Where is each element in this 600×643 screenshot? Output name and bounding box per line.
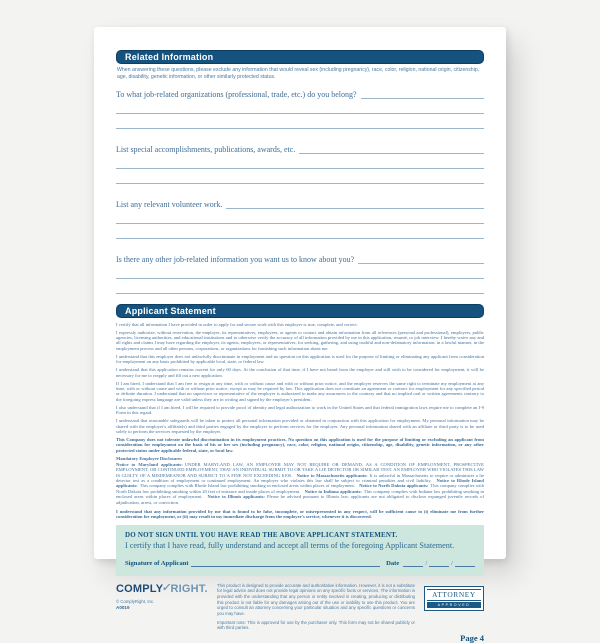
application-form-page — [94, 27, 506, 643]
answer-line[interactable] — [299, 143, 484, 154]
notice-text-indiana: This company complies with Indiana law prohibiting smoking in enclosed areas within places of employment. — [116, 488, 484, 500]
statement-paragraph: I understand that this application remains current for only 60 days. At the conclusion of that time, if I have not heard from the employer and still wish to be considered for employment, it will be necessary for me to reapply and fill out a new application. — [116, 367, 484, 378]
question-block-organizations — [116, 86, 484, 129]
signature-label: Signature of Applicant — [125, 559, 189, 567]
answer-line[interactable] — [226, 198, 484, 209]
false-information-warning: I understand that any information provided by me that is found to be false, incomplete, or misrepresented in any respect, will be sufficient cause to (i) eliminate me from further consideration for employment, or (ii) may result in my immediate discharge from the employer's service, whenever it is discovered. — [116, 508, 484, 520]
answer-line[interactable] — [116, 224, 484, 239]
answer-line[interactable] — [116, 99, 484, 114]
related-information-instruction: When answering these questions, please exclude any information that would reveal sex (including pregnancy), race, color, religion, national origin, citizenship, age, disability, genetic information, or other similarly protected status. — [117, 67, 480, 80]
complyright-logo-block — [116, 583, 208, 610]
checkmark-icon: ✓ — [161, 581, 173, 594]
date-year-line[interactable] — [455, 558, 475, 567]
notice-text-illinois: Please be advised pursuant to Illinois law, applicants are not obligated to disclose expunged juvenile records of adjudication, arrest, or conviction. — [116, 494, 485, 505]
date-label: Date — [386, 559, 400, 567]
date-separator: / — [451, 559, 453, 567]
section-title: Applicant Statement — [125, 305, 216, 316]
question-label: Is there any other job-related information you want us to know about you? — [116, 254, 355, 264]
applicant-statement-body — [116, 322, 484, 520]
question-block-accomplishments — [116, 141, 484, 184]
answer-line[interactable] — [116, 279, 484, 294]
statement-paragraph: I expressly authorize, without reservation, the employer, its representatives, employees, or agents to contact and obtain information from all references (personal and professional), employers, public agencies, licensing authorities, and educational institutions and to otherwise verify the accuracy of all information provided by me in this application, resumé, or job interview. I hereby waive any and all rights and claims I may have regarding the employer, its agents, employees, or representatives, for seeking, gathering, and using truthful and non-defamatory information, in a lawful manner, in the employment process and all other persons, corporations, or organizations for furnishing such information about me. — [116, 329, 484, 351]
notice-text-rhode-island: This company complies with Rhode Island law prohibiting smoking in enclosed areas within places of employment. — [139, 483, 355, 489]
section-title: Related Information — [125, 52, 214, 62]
company-policy-paragraph: This Company does not tolerate unlawful discrimination in its employment practices. No question on this application is used for the purpose of limiting or excluding an applicant from consideration for employment on the basis of his or her sex (including pregnancy), race, color, religion, national origin, citizenship, age, disability, genetic information, or any other protected status under applicable federal, state, or local law. — [116, 436, 484, 453]
statement-paragraph: I understand that this employer does not unlawfully discriminate in employment and no question on this application is used for the purpose of limiting or eliminating any applicant from consideration for employment on any basis prohibited by applicable local, state, or federal law. — [116, 353, 484, 365]
notice-text-north-dakota: This company complies with North Dakota law prohibiting smoking within 20 feet of entrance and inside places of employment. — [116, 483, 484, 494]
date-separator: / — [425, 559, 428, 567]
question-block-volunteer-work — [116, 196, 484, 239]
notice-text-massachusetts: It is unlawful in Massachusetts to require or administer a lie detector test as a condition of employment or continued employment. An employer who violates this law shall be subject to criminal penalties and civil liability. — [116, 472, 485, 483]
question-label: To what job-related organizations (professional, trade, etc.) do you belong? — [116, 89, 357, 99]
question-label: List any relevant volunteer work. — [116, 199, 223, 209]
answer-line[interactable] — [361, 88, 484, 99]
answer-line[interactable] — [116, 209, 484, 224]
answer-line[interactable] — [116, 114, 484, 129]
copyright-text: © ComplyRight, Inc. — [116, 598, 155, 604]
notice-label-massachusetts: Notice to Massachusetts applicants: — [296, 472, 368, 478]
mandatory-disclosures-heading: Mandatory Employee Disclosures — [116, 455, 183, 461]
badge-approved-text: APPROVED — [427, 602, 481, 609]
statement-paragraph: I understand that reasonable safeguards will be taken to protect all personal information provided or obtained in conjunction with this application for employment. My personal information may be shared with the employer's affiliate(s) and third parties engaged by the employer to perform services for the employer. Any personal information shared with an affiliate or third party is to be used solely to perform the services requested by the employer. — [116, 418, 484, 434]
legal-disclaimer: This product is designed to provide accurate and authoritative information. However, it is not a substitute for legal advice and does not provide legal opinions on any specific facts or services. The information is provided with the understanding that any person or entity involved in creating, producing or distributing this product is not liable for any damages arising out of the use or inability to use this product. You are urged to consult an attorney concerning your particular situation and any specific questions or concerns you may have. — [217, 582, 416, 617]
statement-paragraph: If I am hired, I understand that I am free to resign at any time, with or without cause and with or without prior notice, and the employer reserves the same right to terminate my employment at any time, with or without cause and with or without prior notice, except as may be required by law. This application does not constitute an agreement or contract for employment for any specified period or definite duration. I understand that no supervisor or representative of the employer is authorized to make any assurances to the contrary and that no implied oral or written agreements contrary to the foregoing express language are valid unless they are in writing and signed by the employer's president. — [116, 380, 484, 402]
applicant-statement-header — [116, 304, 484, 318]
notice-text-maryland: UNDER MARYLAND LAW, AN EMPLOYER MAY NOT REQUIRE OR DEMAND, AS A CONDITION OF EMPLOYMENT, PROSPECTIVE EMPLOYMENT, OR CONTINUED EMPLOYMENT, THAT AN INDIVIDUAL SUBMIT TO OR TAKE A LIE DETECTOR OR SIMILAR TEST. AN EMPLOYER WHO VIOLATES THIS LAW IS GUILTY OF A MISDEMEANOR AND SUBJECT TO A FINE NOT EXCEEDING $100. — [116, 461, 484, 478]
question-block-other-information — [116, 251, 484, 294]
page-number: Page 4 — [460, 633, 484, 643]
complyright-logo — [116, 583, 208, 595]
logo-text-right: RIGHT. — [170, 582, 208, 595]
signature-box — [116, 525, 484, 576]
certification-text: I certify that I have read, fully understand and accept all terms of the foregoing Applicant Statement. — [125, 540, 455, 550]
form-footer — [116, 583, 484, 631]
answer-line[interactable] — [116, 154, 484, 169]
notice-label-rhode-island: Notice to Rhode Island applicants: — [116, 477, 484, 489]
notice-label-indiana: Notice to Indiana applicants: — [304, 488, 362, 494]
question-label: List special accomplishments, publications, awards, etc. — [116, 144, 296, 154]
notice-label-illinois: Notice to Illinois applicants: — [207, 494, 265, 500]
answer-line[interactable] — [116, 264, 484, 279]
legal-disclaimer-block — [217, 583, 415, 631]
notice-label-maryland: Notice to Maryland applicants: — [116, 461, 183, 467]
notice-label-north-dakota: Notice to North Dakota applicants: — [359, 483, 429, 489]
signature-input-line[interactable] — [191, 558, 380, 567]
logo-text-comply: COMPLY — [116, 582, 164, 595]
answer-line[interactable] — [116, 169, 484, 184]
badge-attorney-text: ATTORNEY — [427, 589, 481, 601]
statement-paragraph: I certify that all information I have provided in order to apply for and secure work with this employer is true, complete, and correct. — [116, 321, 358, 327]
do-not-sign-warning: DO NOT SIGN UNTIL YOU HAVE READ THE ABOVE APPLICANT STATEMENT. — [125, 530, 398, 539]
related-information-header — [116, 50, 484, 64]
date-month-line[interactable] — [403, 558, 423, 567]
statement-paragraph: I also understand that if I am hired, I will be required to provide proof of identity and legal authorization to work in the United States and that federal immigration laws require me to complete an I-9 Form in this regard. — [116, 404, 484, 416]
attorney-approved-badge — [424, 586, 484, 612]
important-note: Important note: This is approved for use by the purchaser only. This form may not be shared publicly or with third parties. — [217, 619, 415, 631]
product-code: A0019 — [116, 604, 130, 610]
date-day-line[interactable] — [429, 558, 449, 567]
answer-line[interactable] — [358, 253, 484, 264]
state-notices-paragraph — [116, 462, 484, 505]
